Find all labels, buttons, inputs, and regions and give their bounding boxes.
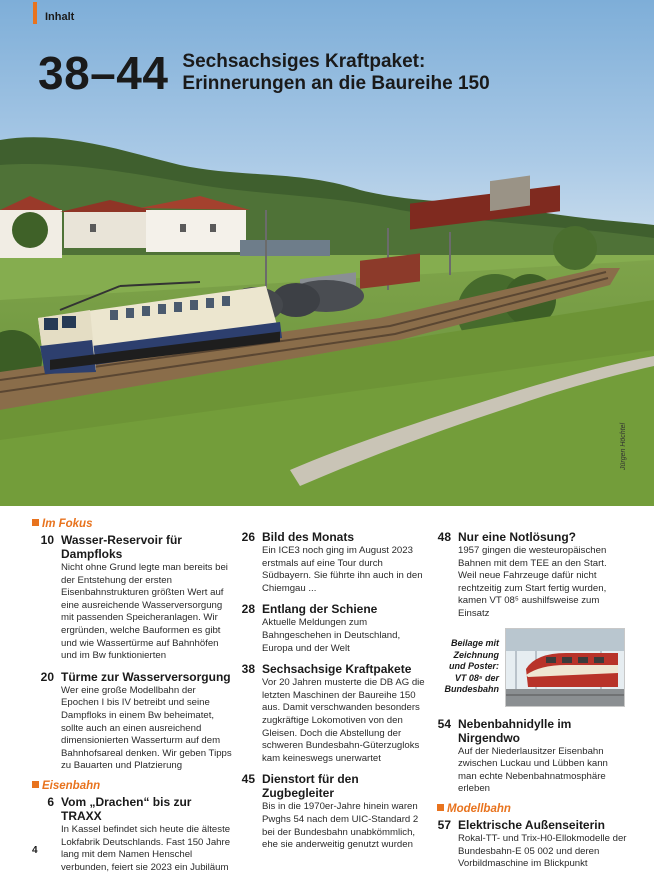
entry-page: 45	[241, 772, 255, 787]
category-eisenbahn: Eisenbahn	[32, 780, 232, 792]
toc-entry[interactable]	[241, 530, 429, 595]
entry-title: Wasser-Reservoir für Dampfloks	[61, 533, 182, 561]
toc-entry[interactable]	[437, 818, 627, 871]
toc-entry[interactable]	[241, 602, 429, 655]
entry-title: Bild des Monats	[262, 530, 355, 544]
feature-headline[interactable]	[38, 47, 490, 99]
entry-description: Rokal-TT- und Trix-H0-Ellokmodelle der Bundesbahn-E 05 002 und deren Vorbildmaschine im Blickpunkt	[458, 832, 627, 870]
feature-page-range: 38–44	[38, 47, 169, 99]
category-square-icon	[32, 519, 39, 526]
toc-entry[interactable]	[437, 717, 627, 796]
category-square-icon	[437, 804, 444, 811]
entry-description: 1957 gingen die westeuropäischen Bahnen mit dem TEE an den Start. Weil neue Fahrzeuge dafür nicht rechtzeitig zum Start fertig wurden, kamen VT 08⁵ aushilfsweise zum Einsatz	[458, 545, 607, 619]
feature-title	[182, 51, 489, 95]
entry-page: 54	[437, 716, 451, 731]
entry-page: 26	[241, 530, 255, 544]
entry-description: Bis in die 1970er-Jahre hinein waren Pwghs 54 nach dem UIC-Standard 2 bei der Bundesbahn unabkömmlich, ehe sie anderweitig genutzt wurden	[262, 801, 419, 851]
toc-entry[interactable]	[32, 533, 232, 663]
entry-page: 10	[40, 533, 54, 547]
toc-entry[interactable]	[241, 662, 429, 765]
entry-description: Auf der Niederlausitzer Eisenbahn zwischen Luckau und Lübben kann man echte Nebenbahnatmosphäre erleben	[458, 745, 608, 795]
entry-title: Türme zur Wasserversorgung	[61, 669, 231, 684]
entry-description: Ein ICE3 noch ging im August 2023 erstmals auf eine Tour durch Südbayern. Sie führte ihn auch in den Chiemgau ...	[262, 545, 423, 594]
entry-title: Nebenbahnidylle im Nirgendwo	[458, 716, 572, 745]
entry-page: 38	[241, 662, 255, 677]
entry-description: Nicht ohne Grund legte man bereits bei der Entstehung der ersten Eisenbahnstrukturen größten Wert auf eine ausreichende Wasserversorgung mit passenden Speicheranlagen. Wir ergründen, welche Bauformen es gibt und wie Wassertürme auf Bahnhöfen und im Bw funktionierten	[61, 562, 228, 662]
entry-title: Vom „Drachen“ bis zur TRAXX	[61, 794, 192, 823]
category-modellbahn: Modellbahn	[437, 803, 627, 815]
photo-credit: Jürgen Höchtel	[620, 422, 627, 470]
section-label: Inhalt	[33, 2, 74, 24]
poster-thumbnail	[505, 628, 625, 707]
feature-title-line2: Erinnerungen an die Baureihe 150	[182, 73, 490, 94]
page-number: 4	[32, 845, 38, 856]
entry-description: Wer eine große Modellbahn der Epochen I bis IV betreibt und seine Dampfloks in einem Bw beheimatet, sollte auch an einen ausreichend dimensionierten Wasserturm auf dem Bahnhofsareal denken. Wir geben Tipps zu Bauarten und Platzierung	[61, 684, 232, 772]
entry-title: Elektrische Außenseiterin	[458, 817, 605, 832]
feature-title-line1: Sechsachsiges Kraftpaket:	[182, 51, 426, 72]
entry-page: 6	[47, 794, 54, 809]
toc-entry[interactable]	[32, 795, 232, 872]
entry-page: 28	[241, 602, 255, 617]
toc-entry[interactable]	[241, 772, 429, 851]
poster-supplement[interactable]	[437, 628, 627, 707]
entry-title: Entlang der Schiene	[262, 602, 378, 617]
column-left	[32, 518, 232, 872]
toc-entry[interactable]	[437, 530, 627, 621]
entry-description: Aktuelle Meldungen zum Bahngeschehen in Deutschland, Europa und der Welt	[262, 617, 401, 654]
entry-title: Dienstort für den Zugbegleiter	[262, 772, 359, 801]
toc-entry[interactable]	[32, 670, 232, 773]
column-middle	[241, 530, 429, 859]
entry-page: 20	[40, 669, 54, 684]
entry-title: Nur eine Notlösung?	[458, 530, 576, 544]
category-square-icon	[32, 781, 39, 788]
entry-title: Sechsachsige Kraftpakete	[262, 662, 412, 677]
entry-page: 57	[437, 817, 451, 832]
railcar-thumbnail-illustration	[506, 629, 625, 707]
category-im-fokus: Im Fokus	[32, 518, 232, 530]
column-right	[437, 530, 627, 872]
poster-caption: Beilage mit Zeichnung und Poster: VT 08⁵ der Bundesbahn	[444, 638, 499, 695]
entry-description: Vor 20 Jahren musterte die DB AG die letzten Maschinen der Baureihe 150 aus. Damit verschwanden besonders zugkräftige Lokomotiven von den Gleisen. Doch die Abstellung der schweren Bundesbahn-Güterzugloks kam keineswegs unerwartet	[262, 677, 425, 764]
entry-page: 48	[437, 530, 451, 544]
entry-description: In Kassel befindet sich heute die älteste Lokfabrik Deutschlands. Fast 150 Jahre lang mit dem Namen Henschel verbunden, feiert sie 2023 ein Jubiläum	[61, 823, 231, 872]
